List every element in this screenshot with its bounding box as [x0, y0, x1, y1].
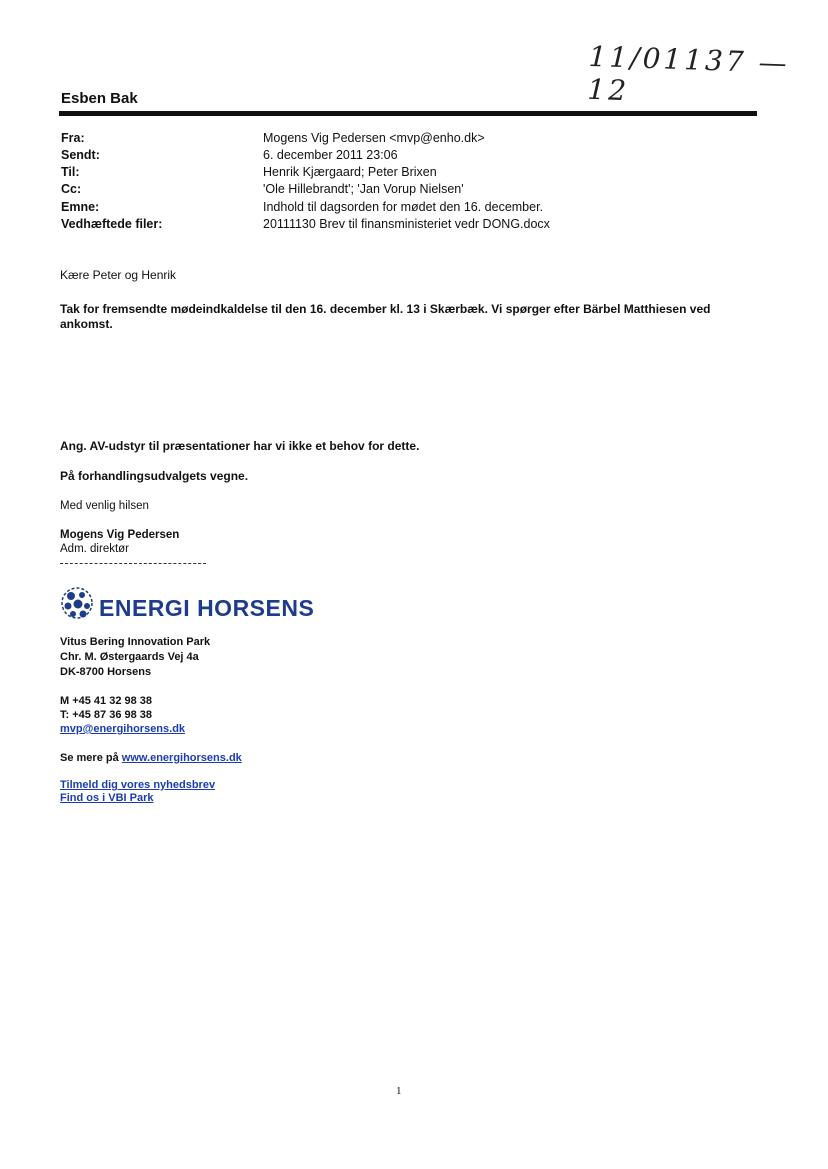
greeting: Kære Peter og Henrik — [60, 268, 177, 282]
email-link[interactable]: mvp@energihorsens.dk — [60, 723, 186, 735]
to-value: Henrik Kjærgaard; Peter Brixen — [263, 165, 437, 179]
paragraph-2: Ang. AV-udstyr til præsentationer har vi ikke et behov for dette. — [60, 439, 420, 453]
find-us-link[interactable]: Find os i VBI Park — [60, 792, 154, 804]
address-line-1: Vitus Bering Innovation Park — [60, 636, 211, 648]
cc-value: 'Ole Hillebrandt'; 'Jan Vorup Nielsen' — [263, 182, 464, 196]
signature-name: Mogens Vig Pedersen — [60, 529, 180, 541]
to-label: Til: — [61, 165, 80, 179]
signature-title: Adm. direktør — [60, 543, 130, 555]
attachments-label: Vedhæftede filer: — [61, 217, 163, 231]
paragraph-3: På forhandlingsudvalgets vegne. — [60, 469, 249, 483]
address-line-3: DK-8700 Horsens — [60, 666, 152, 678]
subject-value: Indhold til dagsorden for mødet den 16. december. — [263, 200, 544, 214]
attachment-file[interactable]: 20111130 Brev til finansministeriet vedr DONG.docx — [263, 217, 550, 231]
paragraph-1-line-2: ankomst. — [60, 317, 113, 331]
handwritten-case-number: 11/01137 — 12 — [586, 39, 791, 108]
paragraph-1 — [60, 302, 750, 332]
see-more-line — [60, 751, 242, 766]
mobile-number: M +45 41 32 98 38 — [60, 695, 153, 707]
see-more-prefix: Se mere på — [60, 752, 122, 764]
address-line-2: Chr. M. Østergaards Vej 4a — [60, 651, 199, 663]
website-link[interactable]: www.energihorsens.dk — [121, 752, 242, 764]
sent-value: 6. december 2011 23:06 — [263, 148, 398, 162]
sent-label: Sendt: — [61, 148, 100, 162]
header-rule — [59, 111, 757, 116]
page-number: 1 — [396, 1085, 402, 1097]
signature-divider — [60, 563, 206, 564]
from-label: Fra: — [61, 131, 85, 145]
energi-horsens-logo-icon — [60, 586, 94, 620]
newsletter-link[interactable]: Tilmeld dig vores nyhedsbrev — [60, 779, 216, 791]
phone-number: T: +45 87 36 98 38 — [60, 709, 153, 721]
mailbox-owner: Esben Bak — [61, 90, 138, 107]
from-value: Mogens Vig Pedersen <mvp@enho.dk> — [263, 131, 485, 145]
cc-label: Cc: — [61, 182, 82, 196]
company-logo-text: ENERGI HORSENS — [99, 595, 315, 621]
closing: Med venlig hilsen — [60, 500, 149, 512]
subject-label: Emne: — [61, 200, 100, 214]
paragraph-1-line-1: Tak for fremsendte mødeindkaldelse til den 16. december kl. 13 i Skærbæk. Vi spørger efter Bärbel Matthiesen ved — [60, 302, 711, 316]
